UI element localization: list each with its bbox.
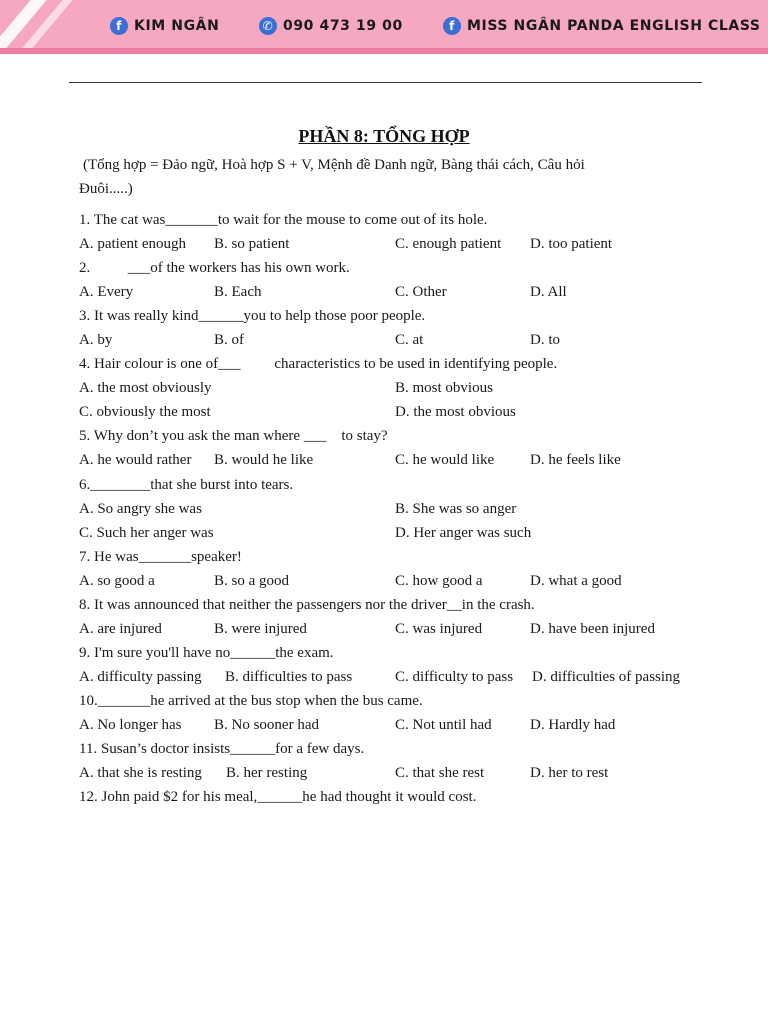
facebook-name-link[interactable]: [110, 17, 219, 35]
option-d: D. difficulties of passing: [532, 668, 681, 685]
option-c: C. how good a: [395, 572, 483, 589]
option-a: A. are injured: [79, 620, 162, 637]
intro-line: Đuôi.....): [79, 181, 133, 197]
phone-number: 090 473 19 00: [283, 18, 403, 34]
option-a: A. Every: [79, 284, 134, 301]
option-d: D. All: [530, 284, 567, 301]
option-d: D. Her anger was such: [395, 524, 532, 541]
option-a: A. patient enough: [79, 236, 187, 253]
answer-row: [79, 569, 719, 593]
option-c: C. difficulty to pass: [395, 668, 514, 685]
answer-row: [79, 376, 719, 400]
intro-text: [79, 153, 689, 201]
option-c: C. that she rest: [395, 765, 485, 782]
option-b: B. were injured: [214, 620, 307, 637]
answer-row: [79, 448, 719, 472]
question-text: 5. Why don’t you ask the man where ___ to stay?: [79, 428, 388, 445]
phone-link[interactable]: [259, 17, 403, 35]
answer-row: [79, 232, 719, 256]
option-a: A. the most obviously: [79, 380, 212, 397]
intro-line: (Tổng hợp = Đảo ngữ, Hoà hợp S + V, Mệnh đề Danh ngữ, Bàng thái cách, Câu hỏi: [83, 157, 585, 173]
option-b: B. of: [214, 332, 244, 349]
option-c: C. at: [395, 332, 424, 349]
option-d: D. he feels like: [530, 452, 621, 469]
option-d: D. the most obvious: [395, 404, 516, 421]
answer-row: [79, 328, 719, 352]
question-text: 6.________that she burst into tears.: [79, 476, 294, 493]
answer-row: [79, 761, 719, 785]
option-a: A. difficulty passing: [79, 668, 202, 685]
answer-row: [79, 521, 719, 545]
answer-row: [79, 665, 719, 689]
option-a: A. he would rather: [79, 452, 192, 469]
question-list: [79, 208, 719, 809]
question-text: 11. Susan’s doctor insists______for a few days.: [79, 741, 365, 758]
option-c: C. was injured: [395, 620, 483, 637]
option-a: A. that she is resting: [79, 765, 202, 782]
option-b: B. so a good: [214, 572, 289, 589]
question-text: 1. The cat was_______to wait for the mouse to come out of its hole.: [79, 212, 488, 228]
question-text: 2. ___of the workers has his own work.: [79, 260, 350, 277]
option-d: D. to: [530, 332, 560, 349]
option-a: A. by: [79, 332, 113, 349]
option-b: B. Each: [214, 284, 262, 301]
option-b: B. No sooner had: [214, 716, 319, 733]
option-b: B. She was so anger: [395, 500, 517, 517]
option-c: C. he would like: [395, 452, 495, 469]
question-text: 4. Hair colour is one of___ characteristics to be used in identifying people.: [79, 356, 558, 373]
divider: [69, 82, 702, 83]
option-a: A. so good a: [79, 572, 155, 589]
answer-row: [79, 497, 719, 521]
answer-row: [79, 617, 719, 641]
question-text: 8. It was announced that neither the passengers nor the driver__in the crash.: [79, 596, 535, 613]
question-text: 7. He was_______speaker!: [79, 548, 242, 565]
page-title: PHẦN 8: TỔNG HỢP: [298, 126, 470, 146]
option-a: A. No longer has: [79, 716, 182, 733]
option-c: C. Not until had: [395, 716, 492, 733]
option-b: B. would he like: [214, 452, 314, 469]
option-c: C. obviously the most: [79, 404, 211, 421]
question-text: 3. It was really kind______you to help those poor people.: [79, 308, 426, 325]
option-b: B. most obvious: [395, 380, 493, 397]
facebook-page-name: MISS NGÂN PANDA ENGLISH CLASS: [467, 18, 761, 34]
facebook-name: KIM NGÂN: [134, 18, 220, 34]
header-accent-bar: [0, 48, 768, 54]
option-b: B. her resting: [226, 765, 308, 782]
option-c: C. enough patient: [395, 236, 502, 253]
question-text: 12. John paid $2 for his meal,______he had thought it would cost.: [79, 789, 477, 806]
option-d: D. have been injured: [530, 620, 655, 637]
answer-row: [79, 400, 719, 424]
facebook-page-link[interactable]: [443, 17, 761, 35]
facebook-icon: f: [110, 17, 128, 35]
facebook-icon: f: [443, 17, 461, 35]
answer-row: [79, 713, 719, 737]
option-d: D. her to rest: [530, 765, 609, 782]
phone-icon: ✆: [259, 17, 277, 35]
header-banner: [0, 0, 768, 54]
option-c: C. Such her anger was: [79, 524, 214, 541]
option-b: B. difficulties to pass: [225, 668, 353, 685]
question-text: 9. I'm sure you'll have no______the exam.: [79, 644, 334, 661]
option-d: D. too patient: [530, 236, 613, 253]
option-c: C. Other: [395, 284, 447, 301]
option-b: B. so patient: [214, 236, 290, 253]
option-d: D. Hardly had: [530, 716, 616, 733]
answer-row: [79, 280, 719, 304]
option-a: A. So angry she was: [79, 500, 202, 517]
question-text: 10._______he arrived at the bus stop when the bus came.: [79, 692, 423, 709]
option-d: D. what a good: [530, 572, 622, 589]
